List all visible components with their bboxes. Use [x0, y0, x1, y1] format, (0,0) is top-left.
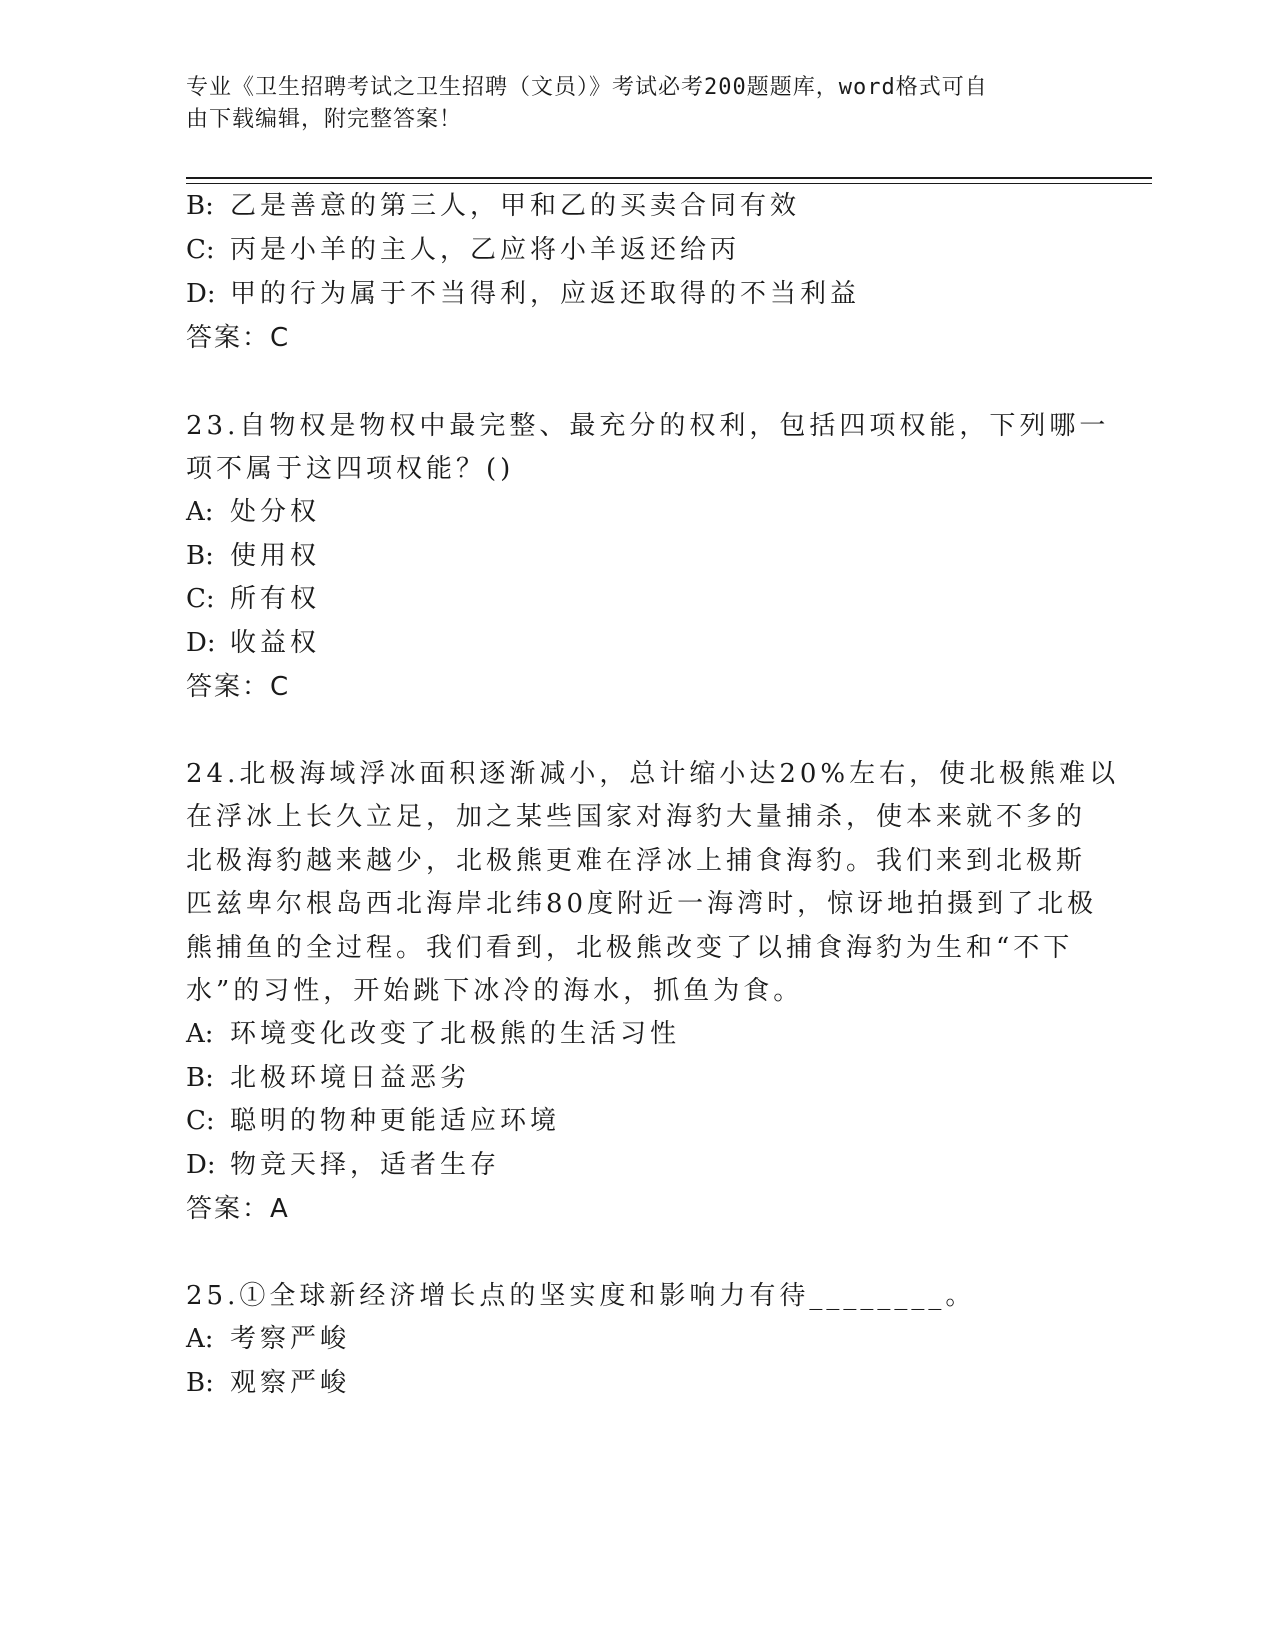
q23-option-b [186, 539, 320, 573]
option-text: 所有权 [230, 584, 321, 614]
q24-answer: 答案：A [186, 1194, 290, 1224]
option-letter: B: [186, 1063, 214, 1093]
q24-stem-line-1: 24.北极海域浮冰面积逐渐减小，总计缩小达20%左右，使北极熊难以 [186, 759, 1120, 789]
header-rule-thick [186, 177, 1152, 179]
option-letter: C: [186, 235, 215, 265]
q24-stem-line-6: 水”的习性，开始跳下冰冷的海水，抓鱼为食。 [186, 976, 804, 1006]
q23-stem-line-2: 项不属于这四项权能？() [186, 454, 515, 484]
option-letter: A: [186, 1324, 214, 1354]
q24-option-a [186, 1017, 680, 1051]
option-text: 考察严峻 [230, 1324, 351, 1354]
option-text: 乙是善意的第三人，甲和乙的买卖合同有效 [230, 191, 801, 221]
q25-stem-line-1: 25.①全球新经济增长点的坚实度和影响力有待________。 [186, 1281, 976, 1311]
q25-option-a [186, 1322, 350, 1356]
option-text: 物竞天择，适者生存 [230, 1150, 501, 1180]
option-text: 使用权 [230, 541, 321, 571]
option-letter: B: [186, 1368, 214, 1398]
q22-answer: 答案：C [186, 323, 291, 353]
option-text: 甲的行为属于不当得利，应返还取得的不当利益 [230, 279, 861, 309]
q24-stem-line-2: 在浮冰上长久立足，加之某些国家对海豹大量捕杀，使本来就不多的 [186, 802, 1087, 832]
q24-stem-line-3: 北极海豹越来越少，北极熊更难在浮冰上捕食海豹。我们来到北极斯 [186, 846, 1087, 876]
q24-option-c [186, 1104, 560, 1138]
q24-stem-line-5: 熊捕鱼的全过程。我们看到，北极熊改变了以捕食海豹为生和“不下 [186, 933, 1074, 963]
q23-answer: 答案：C [186, 672, 291, 702]
q23-stem-line-1: 23.自物权是物权中最完整、最充分的权利，包括四项权能，下列哪一 [186, 411, 1110, 441]
header-rule-thin [186, 183, 1152, 184]
header-line-1: 专业《卫生招聘考试之卫生招聘（文员）》考试必考200题题库，word格式可自 [186, 75, 988, 100]
document-header [186, 72, 1066, 136]
q24-option-b [186, 1061, 470, 1095]
q24-option-d [186, 1148, 500, 1182]
q23-option-c [186, 582, 320, 616]
q22-option-c [186, 233, 740, 267]
q22-option-b [186, 189, 800, 223]
q23-option-d [186, 626, 320, 660]
option-letter: A: [186, 497, 214, 527]
option-letter: B: [186, 541, 214, 571]
option-letter: D: [186, 279, 216, 309]
q25-option-b [186, 1366, 350, 1400]
option-text: 处分权 [230, 497, 321, 527]
option-letter: B: [186, 191, 214, 221]
option-letter: A: [186, 1019, 214, 1049]
option-text: 环境变化改变了北极熊的生活习性 [230, 1019, 681, 1049]
option-text: 北极环境日益恶劣 [230, 1063, 471, 1093]
option-text: 收益权 [230, 628, 321, 658]
header-line-2: 由下载编辑，附完整答案！ [186, 107, 463, 132]
q24-stem-line-4: 匹兹卑尔根岛西北海岸北纬80度附近一海湾时，惊讶地拍摄到了北极 [186, 889, 1098, 919]
option-text: 观察严峻 [230, 1368, 351, 1398]
q23-option-a [186, 495, 320, 529]
option-letter: C: [186, 584, 215, 614]
option-text: 聪明的物种更能适应环境 [230, 1106, 561, 1136]
option-letter: D: [186, 628, 216, 658]
q22-option-d [186, 277, 860, 311]
option-text: 丙是小羊的主人，乙应将小羊返还给丙 [230, 235, 741, 265]
option-letter: D: [186, 1150, 216, 1180]
option-letter: C: [186, 1106, 215, 1136]
